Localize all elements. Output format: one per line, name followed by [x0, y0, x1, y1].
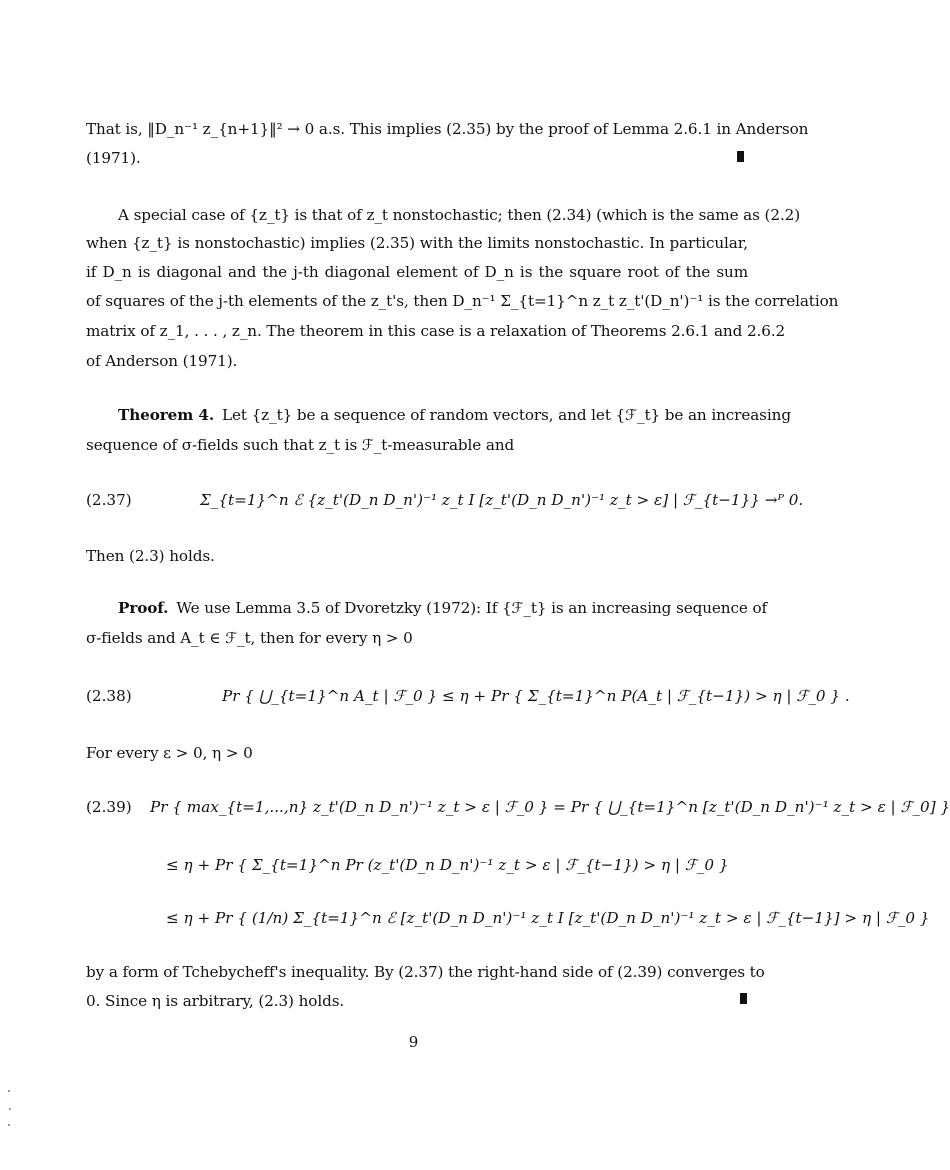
- equation-2-38: Pr { ⋃_{t=1}^n A_t | ℱ_0 } ≤ η + Pr { Σ_{t=1}^n P(A_t | ℱ_{t−1}) > η | ℱ_0 } .: [222, 687, 850, 705]
- equation-label: (2.39): [86, 798, 132, 816]
- theorem-heading: Theorem 4.: [118, 406, 215, 424]
- then-text: Then (2.3) holds.: [86, 547, 215, 565]
- scan-speck: [8, 1090, 10, 1092]
- proof-line1: [118, 598, 768, 618]
- closing-line: by a form of Tchebycheff's inequality. By (2.37) the right-hand side of (2.39) converges to: [86, 963, 765, 981]
- theorem-line2: sequence of σ-fields such that z_t is ℱ_t-measurable and: [86, 436, 515, 454]
- page-number: 9: [408, 1033, 419, 1051]
- scan-speck: [8, 1124, 10, 1126]
- paragraph1-line2: (1971).: [86, 149, 141, 167]
- paragraph1-line1: That is, ‖D_n⁻¹ z_{n+1}‖² → 0 a.s. This implies (2.35) by the proof of Lemma 2.6.1 in Anderson: [86, 120, 809, 138]
- proof-heading: Proof.: [118, 599, 169, 617]
- paragraph2-line: of Anderson (1971).: [86, 352, 238, 370]
- closing-line: 0. Since η is arbitrary, (2.3) holds.: [86, 992, 345, 1010]
- equation-2-37: Σ_{t=1}^n ℰ {z_t'(D_n D_n')⁻¹ z_t I [z_t'(D_n D_n')⁻¹ z_t > ε] | ℱ_{t−1}} →ᴾ 0.: [200, 491, 804, 509]
- equation-2-39-line2: ≤ η + Pr { Σ_{t=1}^n Pr (z_t'(D_n D_n')⁻¹ z_t > ε | ℱ_{t−1}) > η | ℱ_0 }: [166, 856, 729, 874]
- proof-line2: σ-fields and A_t ∈ ℱ_t, then for every η > 0: [86, 629, 413, 647]
- proof-text: We use Lemma 3.5 of Dvoretzky (1972): If {ℱ_t} is an increasing sequence of: [176, 599, 768, 617]
- theorem-line1: [118, 405, 791, 425]
- for-every-text: For every ε > 0, η > 0: [86, 744, 253, 762]
- paragraph2-line: when {z_t} is nonstochastic) implies (2.35) with the limits nonstochastic. In particular,: [86, 234, 748, 252]
- theorem-text: Let {z_t} be a sequence of random vectors, and let {ℱ_t} be an increasing: [222, 406, 791, 424]
- paragraph2-line: A special case of {z_t} is that of z_t nonstochastic; then (2.34) (which is the same as (2.2): [118, 206, 801, 224]
- equation-2-39-line3: ≤ η + Pr { (1/n) Σ_{t=1}^n ℰ [z_t'(D_n D_n')⁻¹ z_t I [z_t'(D_n D_n')⁻¹ z_t > ε | ℱ_{t−1}] > η | ℱ_0 }: [166, 909, 930, 927]
- equation-label: (2.38): [86, 687, 132, 705]
- equation-label: (2.37): [86, 491, 132, 509]
- paragraph2-line: if D_n is diagonal and the j-th diagonal element of D_n is the square root of the sum: [86, 263, 748, 281]
- paragraph2-line: matrix of z_1, . . . , z_n. The theorem in this case is a relaxation of Theorems 2.6.1 and 2.6.2: [86, 322, 786, 340]
- equation-2-39-line1: Pr { max_{t=1,...,n} z_t'(D_n D_n')⁻¹ z_t > ε | ℱ_0 } = Pr { ⋃_{t=1}^n [z_t'(D_n D_n')⁻¹ z_t > ε | ℱ_0] }: [150, 798, 950, 816]
- qed-mark: [737, 151, 744, 162]
- qed-mark: [740, 993, 747, 1004]
- paragraph2-line: of squares of the j-th elements of the z_t's, then D_n⁻¹ Σ_{t=1}^n z_t z_t'(D_n')⁻¹ is the correlation: [86, 292, 839, 310]
- scan-speck: [9, 1108, 11, 1110]
